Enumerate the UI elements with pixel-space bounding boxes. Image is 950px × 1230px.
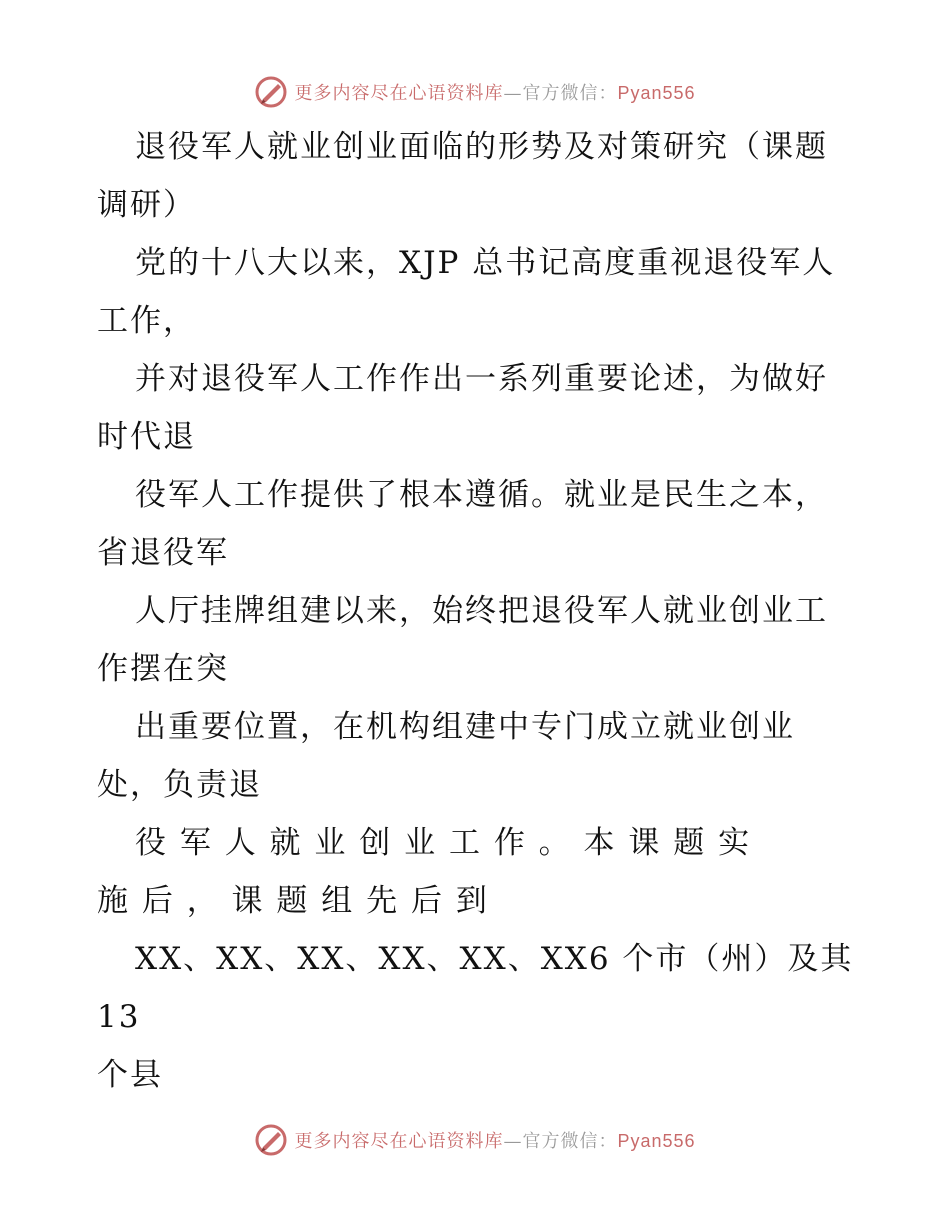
paragraph-3-line-2: 时代退 [97,419,196,455]
paragraph-6-line-1: 出重要位置，在机构组建中专门成立就业创业 [135,709,795,745]
paragraph-4-line-2: 省退役军 [97,535,229,571]
paragraph-1-line-2: 调研） [97,187,196,223]
watermark-separator: — [503,83,523,104]
watermark-text [294,79,695,105]
watermark-label: 官方微信： [522,1131,618,1152]
paragraph-2-line-2: 工作， [97,303,196,339]
watermark-title: 更多内容尽在心语资料库 [294,83,504,104]
paragraph-1 [97,118,857,234]
paragraph-8-line-1: XX、XX、XX、XX、XX、XX6 个市（州）及其 13 [97,941,854,1035]
paragraph-2 [97,234,857,350]
paragraph-5 [97,582,857,698]
paragraph-8 [97,930,857,1104]
paragraph-6-line-2: 处，负责退 [97,767,262,803]
paragraph-8-line-2: 个县 [97,1057,163,1093]
paragraph-2-line-1: 党的十八大以来，XJP 总书记高度重视退役军人 [135,245,836,281]
watermark-header [0,72,950,112]
watermark-footer [0,1120,950,1160]
paragraph-5-line-1: 人厅挂牌组建以来，始终把退役军人就业创业工 [135,593,828,629]
watermark-id: Pyan556 [617,83,696,103]
watermark-title: 更多内容尽在心语资料库 [294,1131,504,1152]
watermark-label: 官方微信： [522,83,618,104]
paragraph-7-line-2: 施 后 ， 课 题 组 先 后 到 [97,883,489,919]
watermark-separator: — [503,1131,523,1152]
pen-seal-icon [254,1123,288,1157]
pen-seal-icon [254,75,288,109]
paragraph-6 [97,698,857,814]
document-body [97,118,857,1104]
paragraph-7-line-1: 役 军 人 就 业 创 业 工 作 。 本 课 题 实 [135,825,752,861]
paragraph-3 [97,350,857,466]
paragraph-1-line-1: 退役军人就业创业面临的形势及对策研究（课题 [135,129,828,165]
watermark-id: Pyan556 [617,1131,696,1151]
paragraph-4-line-1: 役军人工作提供了根本遵循。就业是民生之本， [135,477,828,513]
paragraph-5-line-2: 作摆在突 [97,651,229,687]
paragraph-3-line-1: 并对退役军人工作作出一系列重要论述，为做好 [135,361,828,397]
paragraph-7 [97,814,857,930]
watermark-text [294,1127,695,1153]
paragraph-4 [97,466,857,582]
